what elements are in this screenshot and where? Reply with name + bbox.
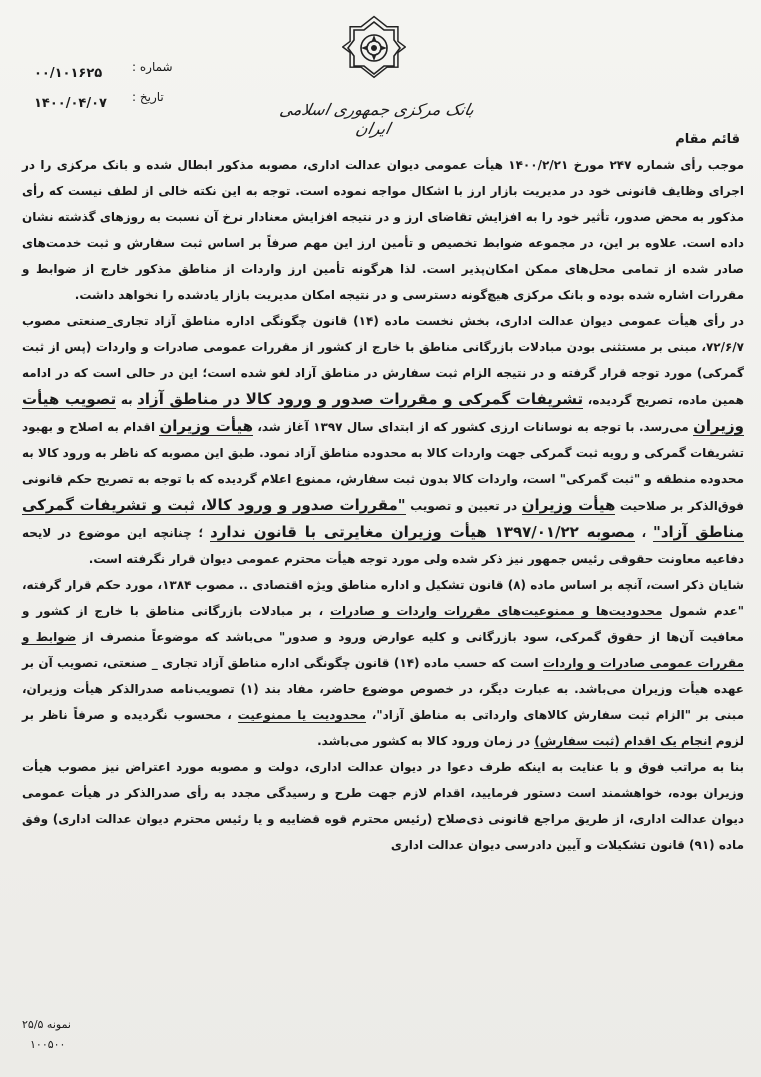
- paragraph-3-text: شایان ذکر است، آنچه بر اساس ماده (۸) قانون تشکیل و اداره مناطق ویژه اقتصادی .. مصوب ۱۳۸۴، مورد حکم قرار گرفته، "عدم شمول: [22, 578, 744, 618]
- underline-restrictions: محدودیت‌ها و ممنوعیت‌های مقررات واردات و صادرات: [329, 604, 663, 618]
- number-value: ۰۰/۱۰۱۶۲۵: [34, 66, 103, 81]
- letter-body: [22, 152, 744, 858]
- date-value: ۱۴۰۰/۰۴/۰۷: [34, 96, 107, 111]
- paragraph-1: موجب رأی شماره ۲۴۷ مورخ ۱۴۰۰/۲/۲۱ هیأت عمومی دیوان عدالت اداری، مصوبه مذکور ابطال شده و بانک مرکزی را در اجرای وظایف قانونی خود در مدیریت بازار ارز با اشکال مواجه نموده است. توجه به این نکته خالی از لطف نیست که رأی مذکور به محض صدور، تأثیر خود را به افزایش تقاضای ارز و در نتیجه افزایش معنادار نرخ آن نسبت به روزهای گذشته نشان داده است. علاوه بر این، در مجموعه ضوابط تخصیص و تأمین ارز این مهم صرفاً بر اساس ثبت سفارش و ثبت خدمت‌های صادر شده از تمامی محل‌های ممکن امکان‌پذیر است. لذا هرگونه تأمین ارز واردات از مناطق مذکور خارج از ضوابط و مقررات اشاره شده بوده و بانک مرکزی هیچ‌گونه دسترسی و در نتیجه امکان مدیریت بازار یادشده را نخواهد داشت.: [22, 158, 744, 302]
- paragraph-2-text: به: [120, 393, 133, 407]
- form-number: نمونه ۲۵/۵: [22, 1018, 71, 1031]
- paragraph-3: [22, 572, 744, 754]
- highlight-resolution-no-conflict: مصوبه ۱۳۹۷/۰۱/۲۲ هیأت وزیران مغایرتی با قانون ندارد: [210, 523, 635, 541]
- highlight-cabinet: هیأت وزیران: [521, 496, 616, 514]
- highlight-regulations: "مقررات صدور و ورود کالا، ثبت و تشریفات گمرکی مناطق آزاد": [22, 496, 744, 541]
- paragraph-3-text: ، محسوب نگردیده و صرفاً ناظر بر لزوم: [22, 708, 744, 748]
- paragraph-3-text: ، بر مبادلات بازرگانی مناطق با خارج از کشور و معافیت آن‌ها از حقوق گمرکی، سود بازرگانی و کلیه عوارض ورود و صدور" می‌باشد که موضوعاً منصرف از: [22, 604, 744, 644]
- underline-restriction-or-ban: محدودیت یا ممنوعیت: [237, 708, 366, 722]
- paragraph-3-text: است که حسب ماده (۱۴) قانون چگونگی اداره مناطق آزاد تجاری _ صنعتی، تصویب آن بر عهده هیأت وزیران می‌باشد. به عبارت دیگر، در خصوص موضوع حاضر، مفاد بند (۱) تصویب‌نامه صدرالذکر هیأت وزیران، مبنی بر "الزام ثبت سفارش کالاهای وارداتی به مناطق آزاد"،: [22, 656, 744, 722]
- paragraph-2-text: در رأی هیأت عمومی دیوان عدالت اداری، بخش نخست ماده (۱۴) قانون چگونگی اداره مناطق آزاد تجاری_صنعتی مصوب ۷۲/۶/۷، مبنی بر مستثنی بودن مبادلات بازرگانی مناطق با خارج از کشور از مقررات عمومی صادرات و واردات (پس از ثبت گمرکی) مورد توجه قرار گرفته و در نتیجه الزام ثبت سفارش در مناطق آزاد لغو شده است؛ این در حالی است که در ادامه همین ماده، تصریح گردیده،: [22, 314, 744, 407]
- paragraph-2-text: ؛ چنانچه این موضوع در لایحه دفاعیه معاونت حقوقی رئیس جمهور نیز ذکر شده ولی مورد توجه هیأت محترم عمومی دیوان قرار نگرفته است.: [22, 526, 744, 566]
- paragraph-4: بنا به مراتب فوق و با عنایت به اینکه طرف دعوا در دیوان عدالت اداری، دولت و مصوبه مورد اعتراض نیز مصوب هیأت وزیران بوده، خواهشمند است دستور فرمایید، اقدام لازم جهت طرح و رسیدگی مجدد به رأی صدرالذکر در هیأت عمومی دیوان عدالت اداری، از طریق مراجع قانونی ذی‌صلاح (رئیس محترم قوه قضاییه و یا رئیس محترم دیوان عدالت اداری) وفق ماده (۹۱) قانون تشکیلات و آیین دادرسی دیوان عدالت اداری: [22, 760, 744, 852]
- form-code: ۱۰۰۵۰۰: [30, 1038, 66, 1051]
- sender-title: قائم مقام: [675, 132, 740, 147]
- paragraph-2-text: در تعیین و تصویب: [410, 499, 518, 513]
- date-label: تاریخ :: [132, 90, 164, 104]
- paragraph-2: [22, 308, 744, 572]
- highlight-customs-formalities: تشریفات گمرکی و مقررات صدور و ورود کالا در مناطق آزاد: [137, 390, 584, 408]
- highlight-cabinet: هیأت وزیران: [159, 417, 253, 435]
- bank-name-calligraphy: بانک مرکزی جمهوری اسلامی ایران: [277, 100, 477, 138]
- paragraph-2-text: اقدام به اصلاح و بهبود تشریفات گمرکی و رویه ثبت گمرکی جهت واردات کالا به محدوده مناطق آزاد نمود. طبق این مصوبه که ناظر به ورود کالا به محدوده منطقه و "ثبت گمرکی" است، واردات کالا بدون ثبت سفارش، ممنوع اعلام گردیده که با توجه به تصریح حکم قانونی فوق‌الذکر بر صلاحیت: [22, 420, 744, 513]
- paragraph-3-text: در زمان ورود کالا به کشور می‌باشد.: [317, 734, 531, 748]
- highlight-cabinet-approval: تصویب هیأت وزیران: [22, 390, 744, 435]
- central-bank-emblem-icon: [342, 12, 406, 84]
- paragraph-2-text: می‌رسد. با توجه به نوسانات ارزی کشور که از ابتدای سال ۱۳۹۷ آغاز شد،: [257, 420, 689, 434]
- underline-order-registration: انجام یک اقدام (ثبت سفارش): [534, 734, 712, 748]
- number-label: شماره :: [132, 60, 173, 74]
- underline-general-regulations: ضوابط و مقررات عمومی صادرات و واردات: [22, 630, 744, 670]
- paragraph-2-text: ،: [641, 526, 647, 540]
